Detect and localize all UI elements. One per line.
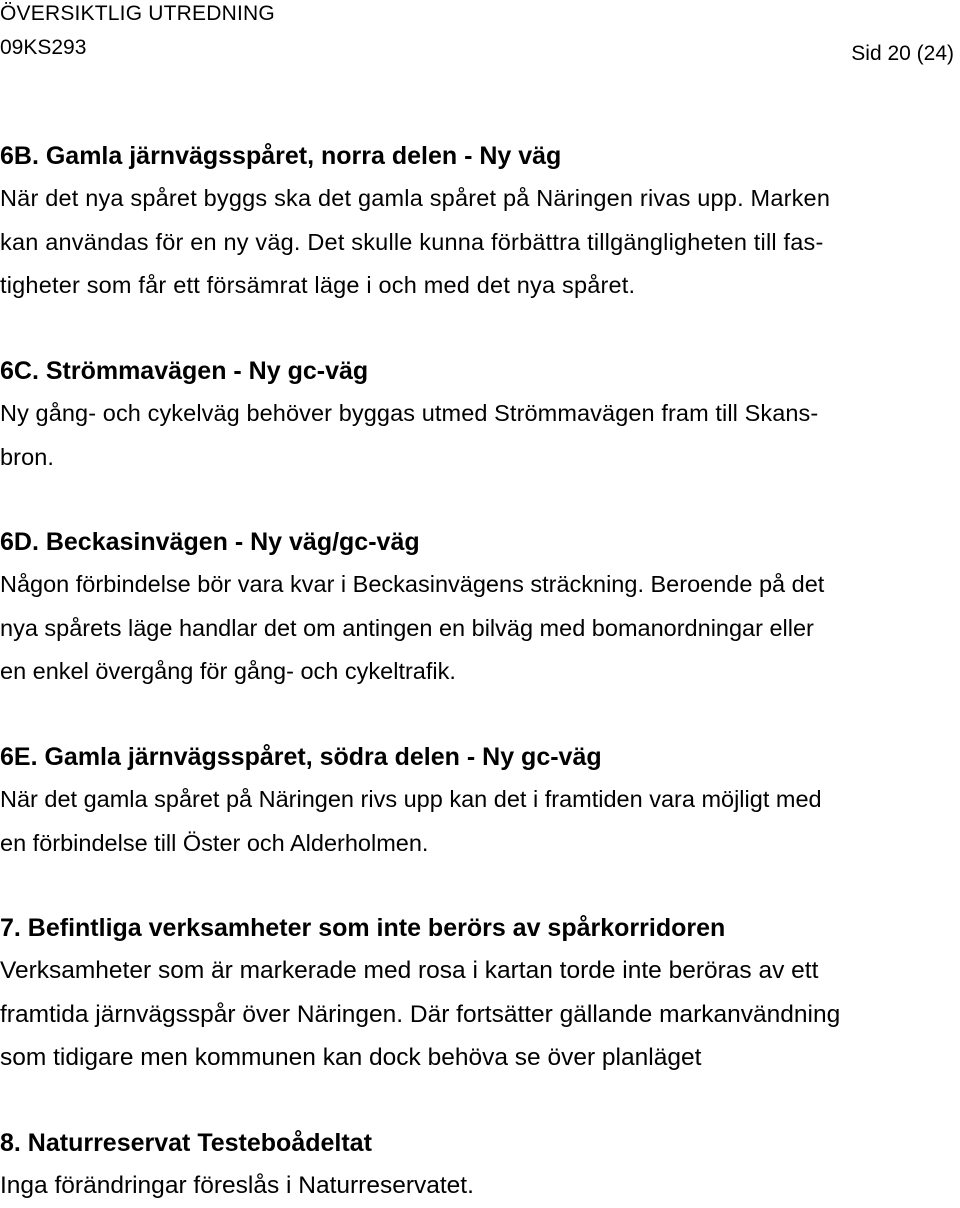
section-heading: 6B. Gamla järnvägsspåret, norra delen - Ny väg [0, 142, 562, 170]
document-code: 09KS293 [0, 36, 87, 59]
section-heading: 7. Befintliga verksamheter som inte berörs av spårkorridoren [0, 914, 726, 942]
section-paragraph: Inga förändringar föreslås i Naturreservatet. [0, 1172, 474, 1199]
section-paragraph: Verksamheter som är markerade med rosa i kartan torde inte beröras av ett framtida järnvägsspår över Näringen. Där fortsätter gällande markanvändning som tidigare men kommunen kan dock behöva se över planläget [0, 957, 841, 1071]
section-paragraph: Någon förbindelse bör vara kvar i Beckasinvägens sträckning. Beroende på det nya spårets läge handlar det om antingen en bilväg med bomanordningar eller en enkel övergång för gång- och cykeltrafik. [0, 571, 825, 684]
section-heading: 6E. Gamla järnvägsspåret, södra delen - Ny gc-väg [0, 743, 602, 771]
section-6e [0, 736, 960, 865]
section-paragraph: När det gamla spåret på Näringen rivs upp kan det i framtiden vara möjligt med en förbindelse till Öster och Alderholmen. [0, 786, 822, 856]
section-heading: 8. Naturreservat Testeboådeltat [0, 1129, 372, 1157]
section-6c [0, 350, 960, 479]
page-number: Sid 20 (24) [851, 42, 954, 65]
section-paragraph: Ny gång- och cykelväg behöver byggas utmed Strömmavägen fram till Skans- bron. [0, 400, 819, 470]
section-paragraph: När det nya spåret byggs ska det gamla spåret på Näringen rivas upp. Marken kan användas för en ny väg. Det skulle kunna förbättra tillgängligheten till fas- tigheter som får ett försämrat läge i och med det nya spåret. [0, 185, 831, 298]
page-header [0, 0, 960, 80]
section-8 [0, 1122, 960, 1208]
section-heading: 6D. Beckasinvägen - Ny väg/gc-väg [0, 528, 420, 556]
section-7 [0, 907, 960, 1080]
section-heading: 6C. Strömmavägen - Ny gc-väg [0, 357, 369, 385]
section-6b [0, 135, 960, 308]
section-6d [0, 521, 960, 694]
document-title: ÖVERSIKTLIG UTREDNING [0, 2, 275, 25]
